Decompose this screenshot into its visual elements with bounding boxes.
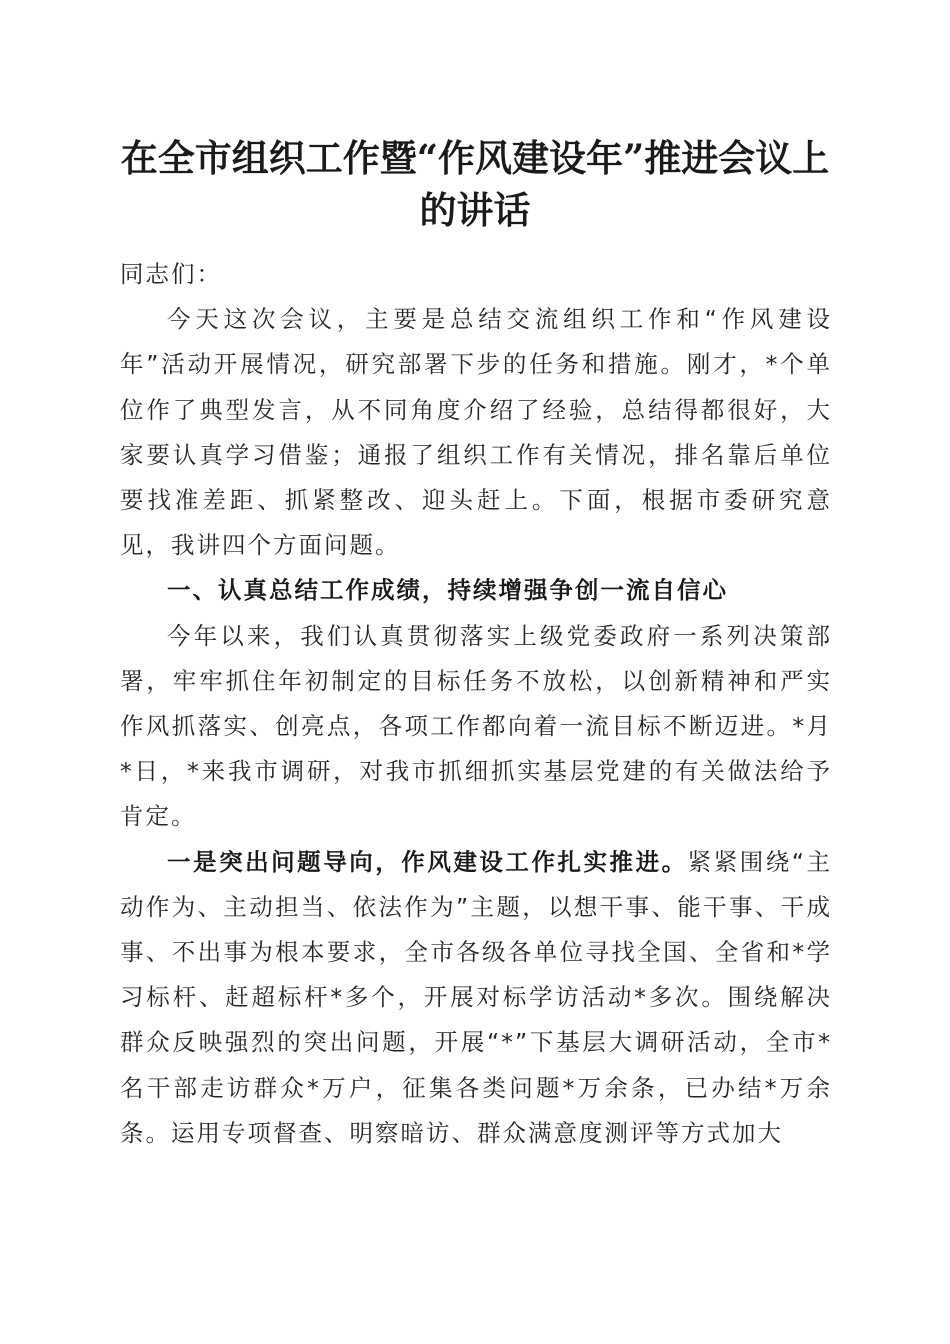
- salutation: 同志们：: [120, 260, 222, 288]
- paragraph-intro: 今天这次会议，主要是总结交流组织工作和“作风建设年”活动开展情况，研究部署下步的任务和措施。刚才，*个单位作了典型发言，从不同角度介绍了经验，总结得都很好，大家要认真学习借鉴；通报了组织工作有关情况，排名靠后单位要找准差距、抓紧整改、迎头赶上。下面，根据市委研究意见，我讲四个方面问题。: [120, 305, 832, 560]
- point-1-lead: 一是突出问题导向，作风建设工作扎实推进。: [167, 847, 688, 876]
- document-title: [110, 132, 840, 236]
- point-1-text: 紧紧围绕“主动作为、主动担当、依法作为”主题，以想干事、能干事、干成事、不出事为根本要求，全市各级各单位寻找全国、全省和*学习标杆、赶超标杆*多个，开展对标学访活动*多次。围绕解决群众反映强烈的突出问题，开展“*”下基层大调研活动，全市*名干部走访群众*万户，征集各类问题*万余条，已办结*万余条。运用专项督查、明察暗访、群众满意度测评等方式加大: [120, 847, 832, 1147]
- title-line-2: 的讲话: [419, 188, 531, 232]
- document-body: [120, 252, 832, 1156]
- paragraph-achievements: 今年以来，我们认真贯彻落实上级党委政府一系列决策部署，牢牢抓住年初制定的目标任务不放松，以创新精神和严实作风抓落实、创亮点，各项工作都向着一流目标不断迈进。*月*日，*来我市调研，对我市抓细抓实基层党建的有关做法给予肯定。: [120, 621, 832, 831]
- title-line-1: 在全市组织工作暨“作风建设年”推进会议上: [120, 136, 830, 180]
- paragraph-point-1: [120, 840, 832, 1156]
- section-heading-1: 一、认真总结工作成绩，持续增强争创一流自信心: [167, 576, 728, 605]
